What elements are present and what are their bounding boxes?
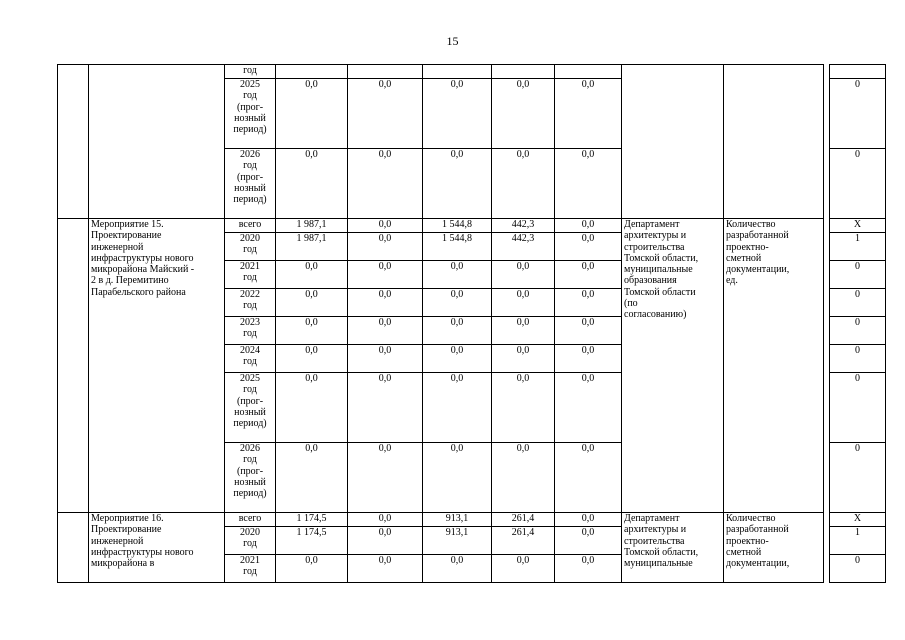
indicator-value-cell: 0	[830, 555, 886, 583]
year-cell: 2025 год (прог- нозный период)	[225, 79, 276, 149]
funding-value-cell: 0,0	[348, 555, 423, 583]
funding-value-cell: 1 174,5	[276, 527, 348, 555]
indicator-value-cell: 0	[830, 317, 886, 345]
funding-value-cell: 261,4	[492, 527, 555, 555]
funding-value-cell: 0,0	[492, 289, 555, 317]
funding-value-cell: 0,0	[348, 219, 423, 233]
funding-value-cell: 0,0	[348, 513, 423, 527]
funding-value-cell: 0,0	[492, 317, 555, 345]
funding-value-cell: 0,0	[348, 233, 423, 261]
funding-value-cell: 0,0	[276, 555, 348, 583]
row-number-cell	[58, 219, 89, 513]
funding-value-cell: 0,0	[276, 443, 348, 513]
funding-value-cell	[423, 65, 492, 79]
funding-value-cell: 913,1	[423, 527, 492, 555]
year-cell: 2021 год	[225, 555, 276, 583]
funding-value-cell: 1 987,1	[276, 219, 348, 233]
funding-value-cell: 0,0	[348, 149, 423, 219]
funding-value-cell: 261,4	[492, 513, 555, 527]
indicator-value-cell: 1	[830, 527, 886, 555]
funding-value-cell	[276, 65, 348, 79]
year-cell: 2021 год	[225, 261, 276, 289]
funding-value-cell: 0,0	[555, 233, 622, 261]
funding-value-cell: 1 544,8	[423, 219, 492, 233]
indicator-value-cell: 0	[830, 261, 886, 289]
indicator-value-cell: 1	[830, 233, 886, 261]
funding-value-cell: 0,0	[492, 149, 555, 219]
funding-value-cell: 0,0	[276, 317, 348, 345]
year-cell: 2024 год	[225, 345, 276, 373]
funding-value-cell: 0,0	[423, 79, 492, 149]
table-row	[58, 219, 886, 233]
funding-value-cell: 0,0	[423, 345, 492, 373]
funding-value-cell: 0,0	[555, 261, 622, 289]
funding-value-cell: 0,0	[492, 443, 555, 513]
funding-value-cell: 0,0	[555, 317, 622, 345]
year-cell: 2025 год (прог- нозный период)	[225, 373, 276, 443]
indicator-value-cell: 0	[830, 149, 886, 219]
funding-value-cell: 0,0	[348, 261, 423, 289]
table-body	[58, 65, 886, 583]
funding-value-cell: 0,0	[555, 219, 622, 233]
funding-value-cell	[555, 65, 622, 79]
year-cell: всего	[225, 219, 276, 233]
funding-value-cell: 0,0	[276, 149, 348, 219]
funding-value-cell: 0,0	[492, 79, 555, 149]
row-number-cell	[58, 513, 89, 583]
year-cell: 2026 год (прог- нозный период)	[225, 149, 276, 219]
indicator-value-cell: 0	[830, 289, 886, 317]
funding-value-cell: 0,0	[492, 373, 555, 443]
responsible-executor-cell: Департамент архитектуры и строительства Томской области, муниципальные	[622, 513, 724, 583]
funding-value-cell: 0,0	[555, 527, 622, 555]
program-activities-table	[57, 64, 886, 583]
funding-value-cell: 0,0	[348, 79, 423, 149]
funding-value-cell: 1 544,8	[423, 233, 492, 261]
year-cell: 2020 год	[225, 527, 276, 555]
funding-value-cell: 1 987,1	[276, 233, 348, 261]
year-cell: 2022 год	[225, 289, 276, 317]
indicator-value-cell: 0	[830, 373, 886, 443]
activity-name-cell: Мероприятие 15. Проектирование инженерной инфраструктуры нового микрорайона Майский - 2 в д. Перемитино Парабельского района	[89, 219, 225, 513]
funding-value-cell	[348, 65, 423, 79]
responsible-executor-cell: Департамент архитектуры и строительства Томской области, муниципальные образования Томской области (по согласованию)	[622, 219, 724, 513]
funding-value-cell: 0,0	[555, 555, 622, 583]
year-cell: 2020 год	[225, 233, 276, 261]
funding-value-cell: 913,1	[423, 513, 492, 527]
indicator-value-cell: Х	[830, 219, 886, 233]
indicator-name-cell: Количество разработанной проектно- сметной документации, ед.	[724, 219, 824, 513]
indicator-value-cell: 0	[830, 443, 886, 513]
indicator-name-cell	[724, 65, 824, 219]
year-cell: 2026 год (прог- нозный период)	[225, 443, 276, 513]
funding-value-cell: 0,0	[555, 345, 622, 373]
funding-value-cell	[492, 65, 555, 79]
funding-value-cell: 0,0	[276, 261, 348, 289]
indicator-value-cell: 0	[830, 79, 886, 149]
funding-value-cell: 0,0	[348, 289, 423, 317]
funding-value-cell: 0,0	[555, 443, 622, 513]
indicator-value-cell	[830, 65, 886, 79]
funding-value-cell: 1 174,5	[276, 513, 348, 527]
funding-value-cell: 0,0	[348, 527, 423, 555]
row-number-cell	[58, 65, 89, 219]
funding-value-cell: 0,0	[276, 345, 348, 373]
funding-value-cell: 442,3	[492, 219, 555, 233]
year-cell: 2023 год	[225, 317, 276, 345]
funding-value-cell: 0,0	[348, 443, 423, 513]
funding-value-cell: 0,0	[492, 261, 555, 289]
funding-value-cell: 0,0	[555, 513, 622, 527]
funding-value-cell: 0,0	[555, 79, 622, 149]
indicator-value-cell: Х	[830, 513, 886, 527]
funding-value-cell: 0,0	[423, 261, 492, 289]
funding-value-cell: 0,0	[423, 443, 492, 513]
funding-value-cell: 0,0	[276, 79, 348, 149]
funding-value-cell: 0,0	[555, 149, 622, 219]
funding-value-cell: 0,0	[423, 317, 492, 345]
funding-value-cell: 0,0	[276, 289, 348, 317]
activity-name-cell	[89, 65, 225, 219]
funding-value-cell: 0,0	[348, 317, 423, 345]
page-number: 15	[446, 34, 459, 48]
funding-value-cell: 442,3	[492, 233, 555, 261]
indicator-value-cell: 0	[830, 345, 886, 373]
activity-name-cell: Мероприятие 16. Проектирование инженерной инфраструктуры нового микрорайона в	[89, 513, 225, 583]
table-row	[58, 513, 886, 527]
indicator-name-cell: Количество разработанной проектно- сметной документации,	[724, 513, 824, 583]
year-cell: год	[225, 65, 276, 79]
funding-value-cell: 0,0	[423, 289, 492, 317]
responsible-executor-cell	[622, 65, 724, 219]
funding-value-cell: 0,0	[348, 345, 423, 373]
funding-value-cell: 0,0	[423, 373, 492, 443]
funding-value-cell: 0,0	[276, 373, 348, 443]
table-row	[58, 65, 886, 79]
funding-value-cell: 0,0	[348, 373, 423, 443]
funding-value-cell: 0,0	[555, 373, 622, 443]
funding-value-cell: 0,0	[423, 149, 492, 219]
funding-value-cell: 0,0	[492, 555, 555, 583]
funding-value-cell: 0,0	[555, 289, 622, 317]
funding-value-cell: 0,0	[492, 345, 555, 373]
year-cell: всего	[225, 513, 276, 527]
funding-value-cell: 0,0	[423, 555, 492, 583]
